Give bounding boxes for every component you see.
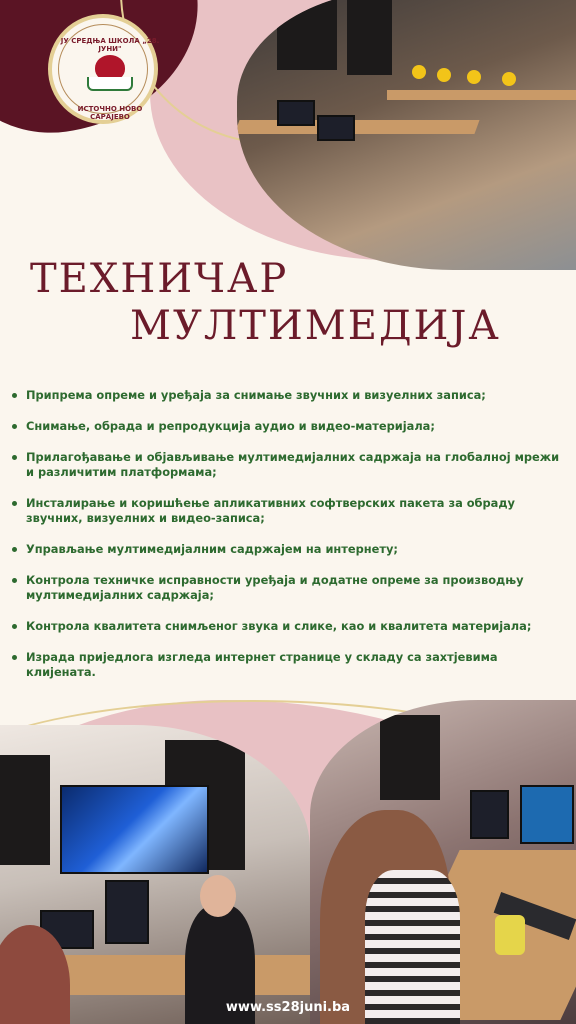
list-item	[12, 388, 568, 403]
desk	[237, 120, 480, 134]
list-item-text: Управљање мултимедијалним садржајем на интернету;	[26, 542, 398, 556]
bullet-icon	[12, 501, 17, 506]
bullet-icon	[12, 424, 17, 429]
display-screen	[60, 785, 209, 874]
list-item-text: Припрема опреме и уређаја за снимање звучних и визуелних записа;	[26, 388, 486, 402]
wall-poster	[347, 0, 392, 75]
logo-bottom-text: ИСТОЧНО НОВО САРАЈЕВО	[77, 105, 143, 121]
title-line-1: ТЕХНИЧАР	[30, 256, 289, 302]
monitor	[437, 68, 451, 82]
bullet-icon	[12, 455, 17, 460]
wall-poster	[277, 0, 337, 70]
school-logo	[48, 14, 158, 124]
list-item	[12, 573, 568, 603]
list-item-text: Инсталирање и коришћење апликативних софтверских пакета за обраду звучних, визуелних и видео-записа;	[26, 496, 515, 525]
classroom-photo-bottom-left	[0, 725, 310, 1024]
desk	[30, 955, 310, 995]
list-item	[12, 619, 568, 634]
list-item-text: Израда приједлога изгледа интернет странице у складу са захтјевима клијената.	[26, 650, 498, 679]
student-head	[200, 875, 236, 917]
list-item-text: Контрола техничке исправности уређаја и додатне опреме за производњу мултимедијалних садржаја;	[26, 573, 524, 602]
desk	[387, 90, 576, 100]
list-item	[12, 496, 568, 526]
list-item	[12, 542, 568, 557]
website-url: www.ss28juni.ba	[225, 1000, 351, 1015]
monitor	[520, 785, 574, 844]
bullet-icon	[12, 655, 17, 660]
monitor	[470, 790, 509, 839]
laptop	[277, 100, 315, 126]
list-item-text: Снимање, обрада и репродукција аудио и видео-материјала;	[26, 419, 435, 433]
monitor	[467, 70, 481, 84]
list-item	[12, 450, 568, 480]
list-item	[12, 650, 568, 680]
wall-poster	[0, 755, 50, 865]
list-item	[12, 419, 568, 434]
list-item-text: Прилагођавање и објављивање мултимедијалних садржаја на глобалној мрежи и различитим платформама;	[26, 450, 560, 479]
list-item-text: Контрола квалитета снимљеног звука и слике, као и квалитета материјала;	[26, 619, 532, 633]
duties-list	[12, 388, 568, 696]
monitor	[412, 65, 426, 79]
pencil-case	[495, 915, 525, 955]
bullet-icon	[12, 624, 17, 629]
bullet-icon	[12, 578, 17, 583]
title-line-2: МУЛТИМЕДИЈА	[130, 303, 501, 349]
bullet-icon	[12, 547, 17, 552]
logo-ring	[58, 24, 160, 121]
monitor	[502, 72, 516, 86]
book-icon	[87, 77, 133, 91]
wall-poster	[380, 715, 440, 800]
bullet-icon	[12, 393, 17, 398]
classroom-photo-bottom-right	[310, 700, 576, 1024]
logo-top-text: ЈУ СРЕДЊА ШКОЛА „28. ЈУНИ"	[60, 37, 160, 53]
laptop	[317, 115, 355, 141]
monitor	[105, 880, 149, 944]
